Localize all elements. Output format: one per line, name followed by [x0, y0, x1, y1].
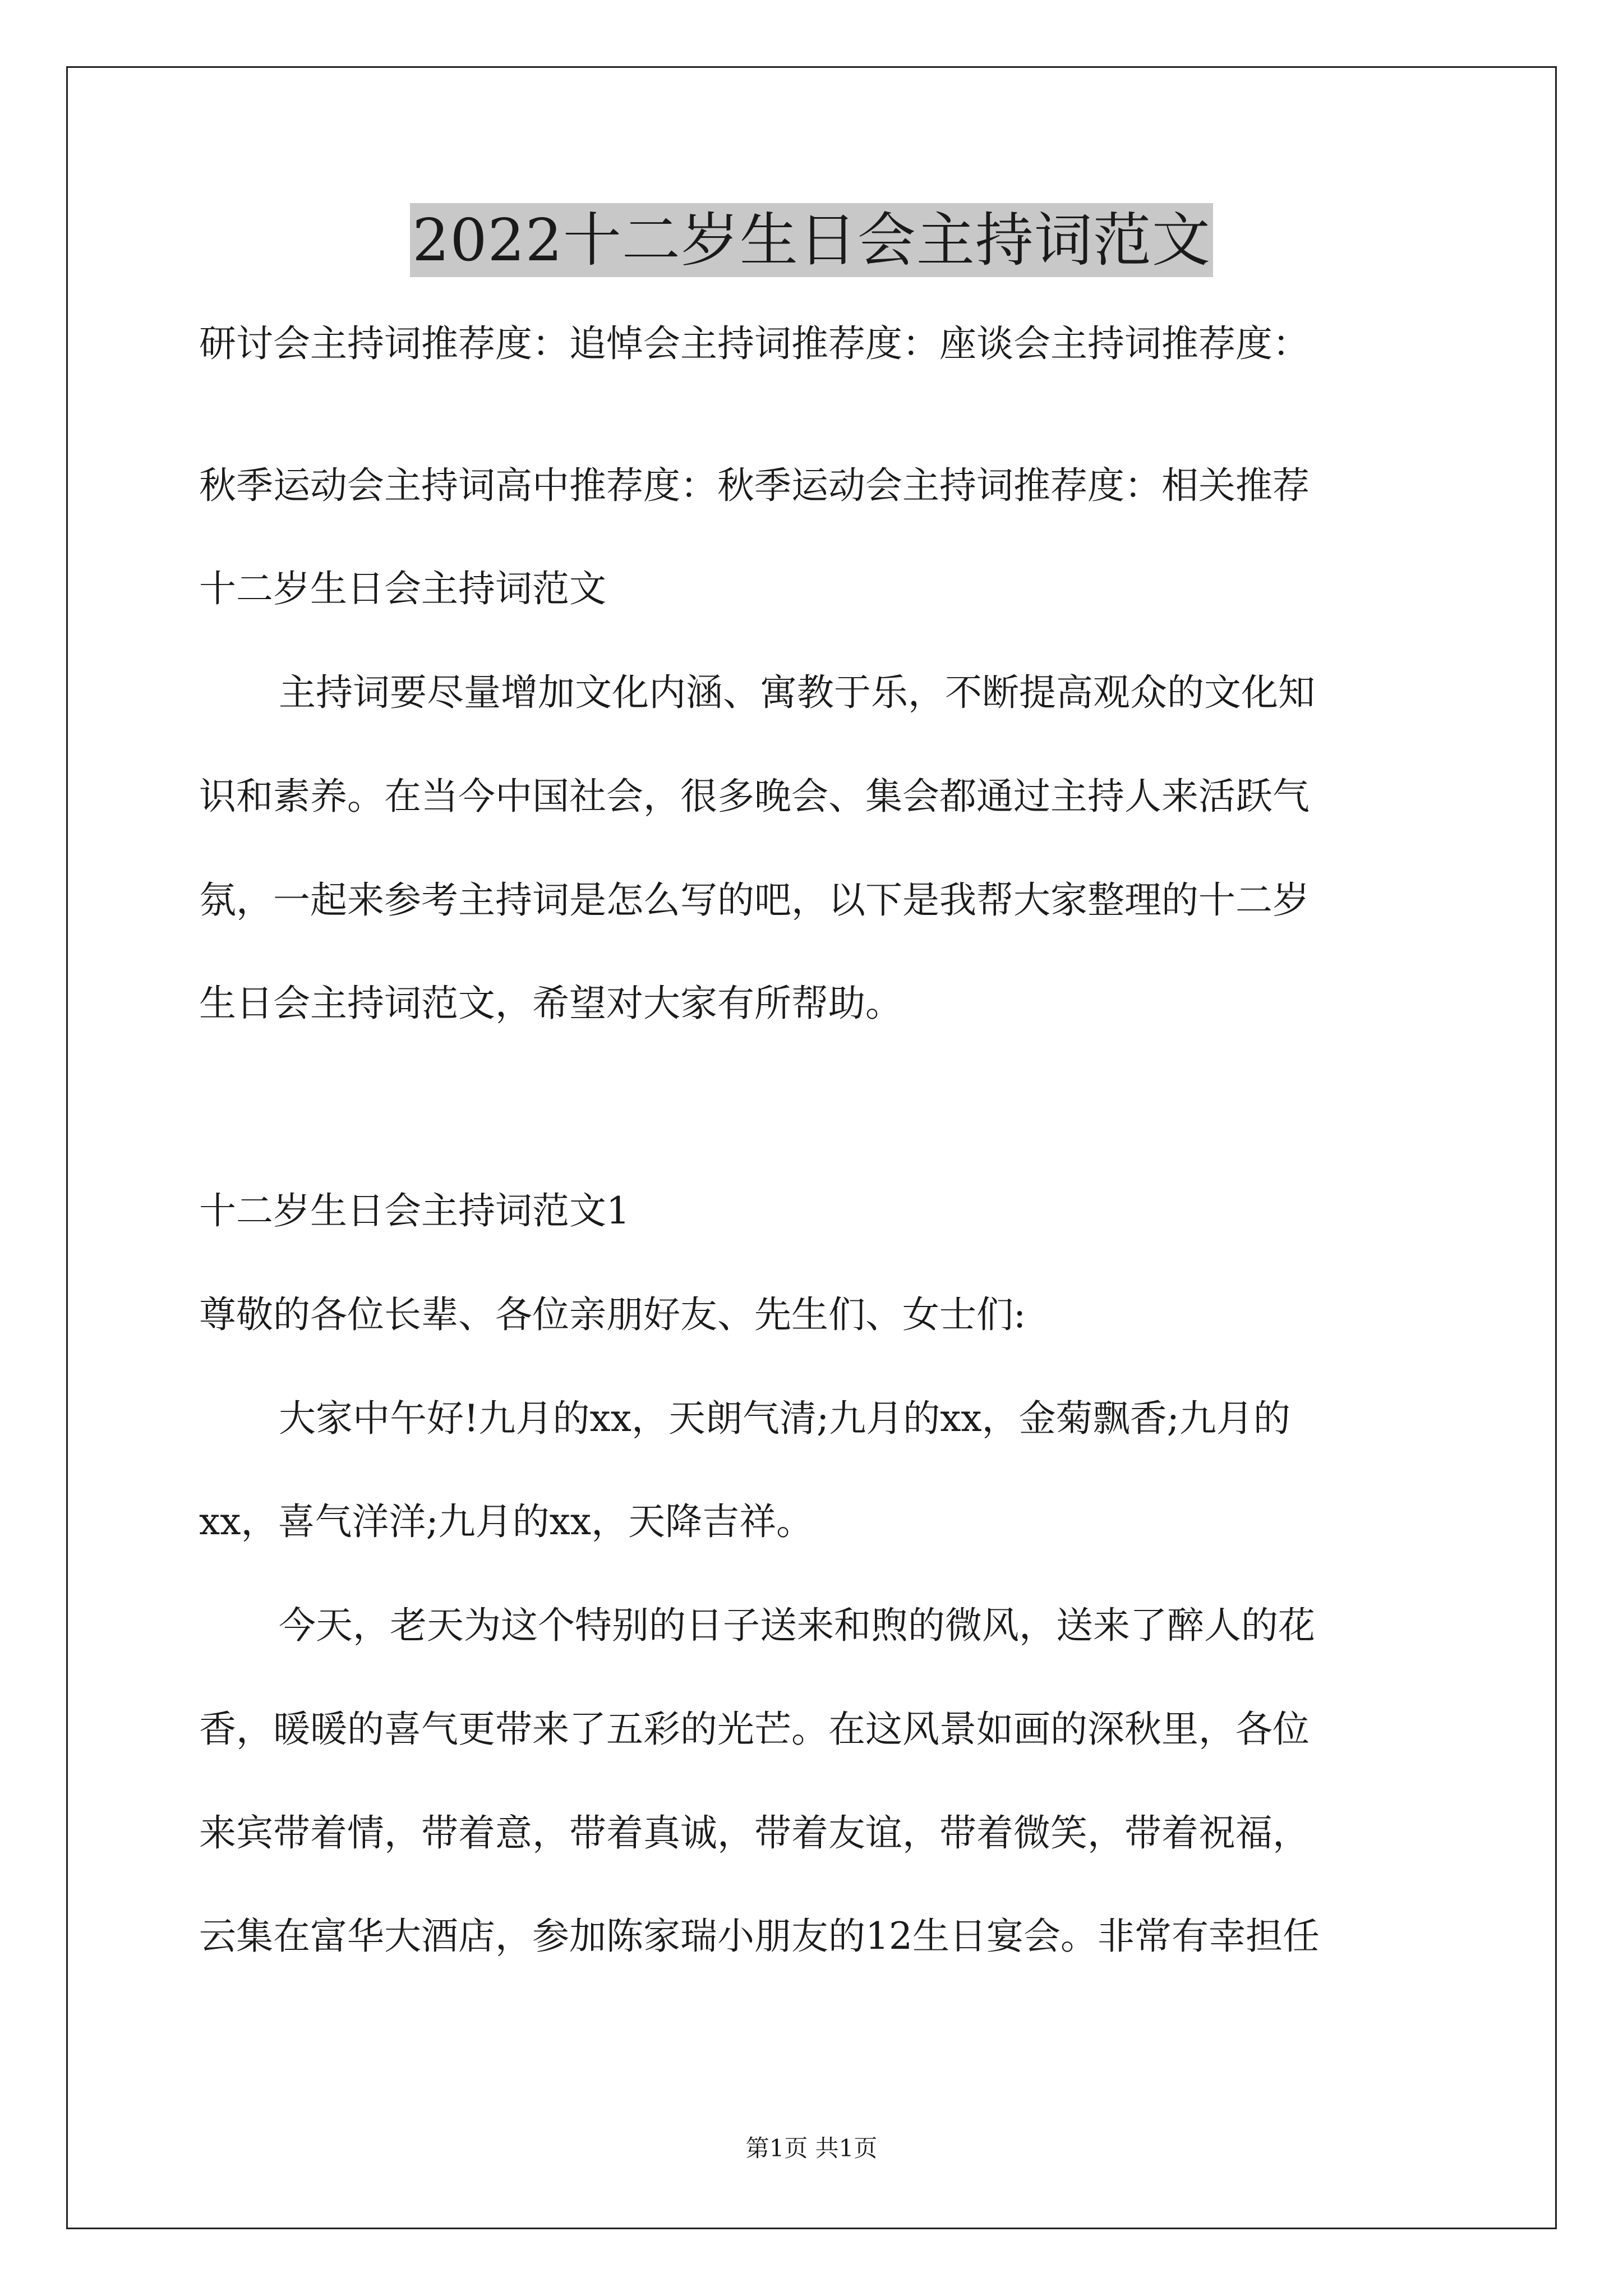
page-border: [66, 66, 1557, 2229]
paragraph-first-line: 大家中午好!九月的xx，天朗气清;九月的xx，金菊飘香;九月的: [279, 1397, 1290, 1440]
text-line: 秋季运动会主持词高中推荐度：秋季运动会主持词推荐度：相关推荐: [199, 464, 1310, 507]
text-line: xx，喜气洋洋;九月的xx，天降吉祥。: [199, 1500, 814, 1543]
section-heading: 十二岁生日会主持词范文1: [199, 1189, 630, 1232]
text-line: 氛，一起来参考主持词是怎么写的吧，以下是我帮大家整理的十二岁: [199, 878, 1310, 922]
text-line: 十二岁生日会主持词范文: [199, 567, 606, 610]
page-footer: 第1页 共1页: [745, 2134, 878, 2162]
title-container: [0, 203, 1623, 277]
document-title: 2022十二岁生日会主持词范文: [410, 203, 1213, 277]
text-line: 香，暖暖的喜气更带来了五彩的光芒。在这风景如画的深秋里，各位: [199, 1708, 1310, 1751]
text-line: 生日会主持词范文，希望对大家有所帮助。: [199, 982, 902, 1025]
salutation: 尊敬的各位长辈、各位亲朋好友、先生们、女士们:: [199, 1293, 1026, 1336]
paragraph-first-line: 今天，老天为这个特别的日子送来和煦的微风，送来了醉人的花: [279, 1604, 1315, 1647]
text-line: 识和素养。在当今中国社会，很多晚会、集会都通过主持人来活跃气: [199, 775, 1310, 818]
text-line: 研讨会主持词推荐度：追悼会主持词推荐度：座谈会主持词推荐度：: [199, 322, 1310, 365]
text-line: 来宾带着情，带着意，带着真诚，带着友谊，带着微笑，带着祝福，: [199, 1811, 1310, 1855]
text-line: 云集在富华大酒店，参加陈家瑞小朋友的12生日宴会。非常有幸担任: [199, 1915, 1320, 1958]
paragraph-first-line: 主持词要尽量增加文化内涵、寓教于乐，不断提高观众的文化知: [279, 671, 1315, 714]
